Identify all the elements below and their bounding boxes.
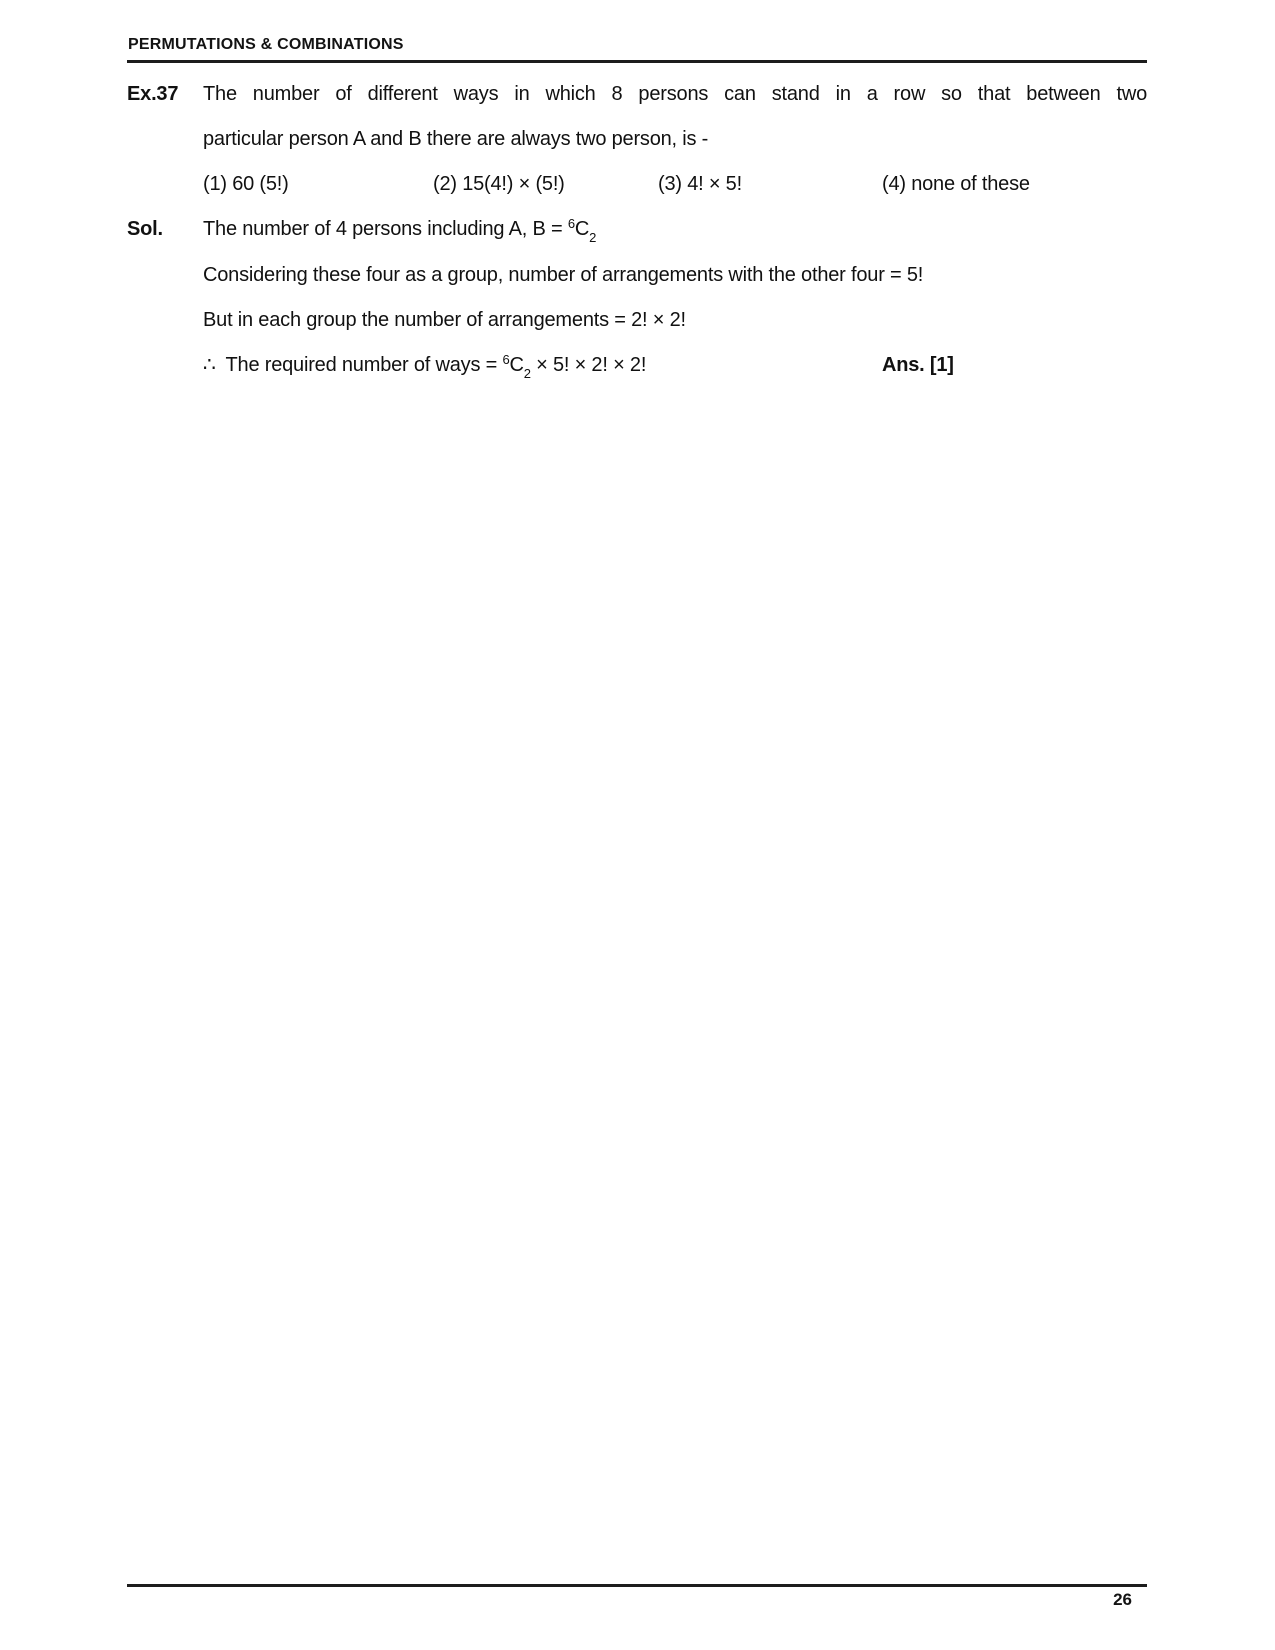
solution-line-3: But in each group the number of arrangements = 2! × 2! [203,309,686,331]
footer-rule [127,1584,1147,1587]
option-2: (2) 15(4!) × (5!) [433,173,565,195]
solution-line-1 [203,207,596,253]
combination-base: C [574,218,590,240]
option-3: (3) 4! × 5! [658,173,742,195]
page-content [127,72,1147,389]
answer-label: Ans. [1] [882,354,954,376]
therefore-symbol: ∴ [203,354,216,376]
solution-row-4 [127,343,1147,389]
question-row-1 [127,72,1147,117]
solution-label: Sol. [127,218,163,240]
combination-base-2: C [509,354,524,376]
options-row [127,162,1147,207]
solution-line-1-text: The number of 4 persons including A, B = [203,218,568,240]
question-text-line-2: particular person A and B there are always two person, is - [203,128,709,150]
combination-subscript-2: 2 [523,366,531,381]
combination-superscript: 6 [567,216,575,231]
example-label: Ex.37 [127,83,179,105]
solution-line-4-text: The required number of ways = [225,354,503,376]
page-header-title: PERMUTATIONS & COMBINATIONS [128,36,404,53]
solution-line-4-tail: × 5! × 2! × 2! [530,354,647,376]
solution-row-1 [127,207,1147,253]
solution-line-2: Considering these four as a group, number of arrangements with the other four = 5! [203,264,924,286]
question-text-line-1: The number of different ways in which 8 persons can stand in a row so that between two [203,83,1147,105]
combination-superscript-2: 6 [502,352,510,367]
option-4: (4) none of these [882,173,1030,195]
option-1: (1) 60 (5!) [203,173,289,195]
combination-subscript: 2 [589,230,597,245]
page-number: 26 [1113,1590,1132,1609]
header-rule [127,60,1147,63]
